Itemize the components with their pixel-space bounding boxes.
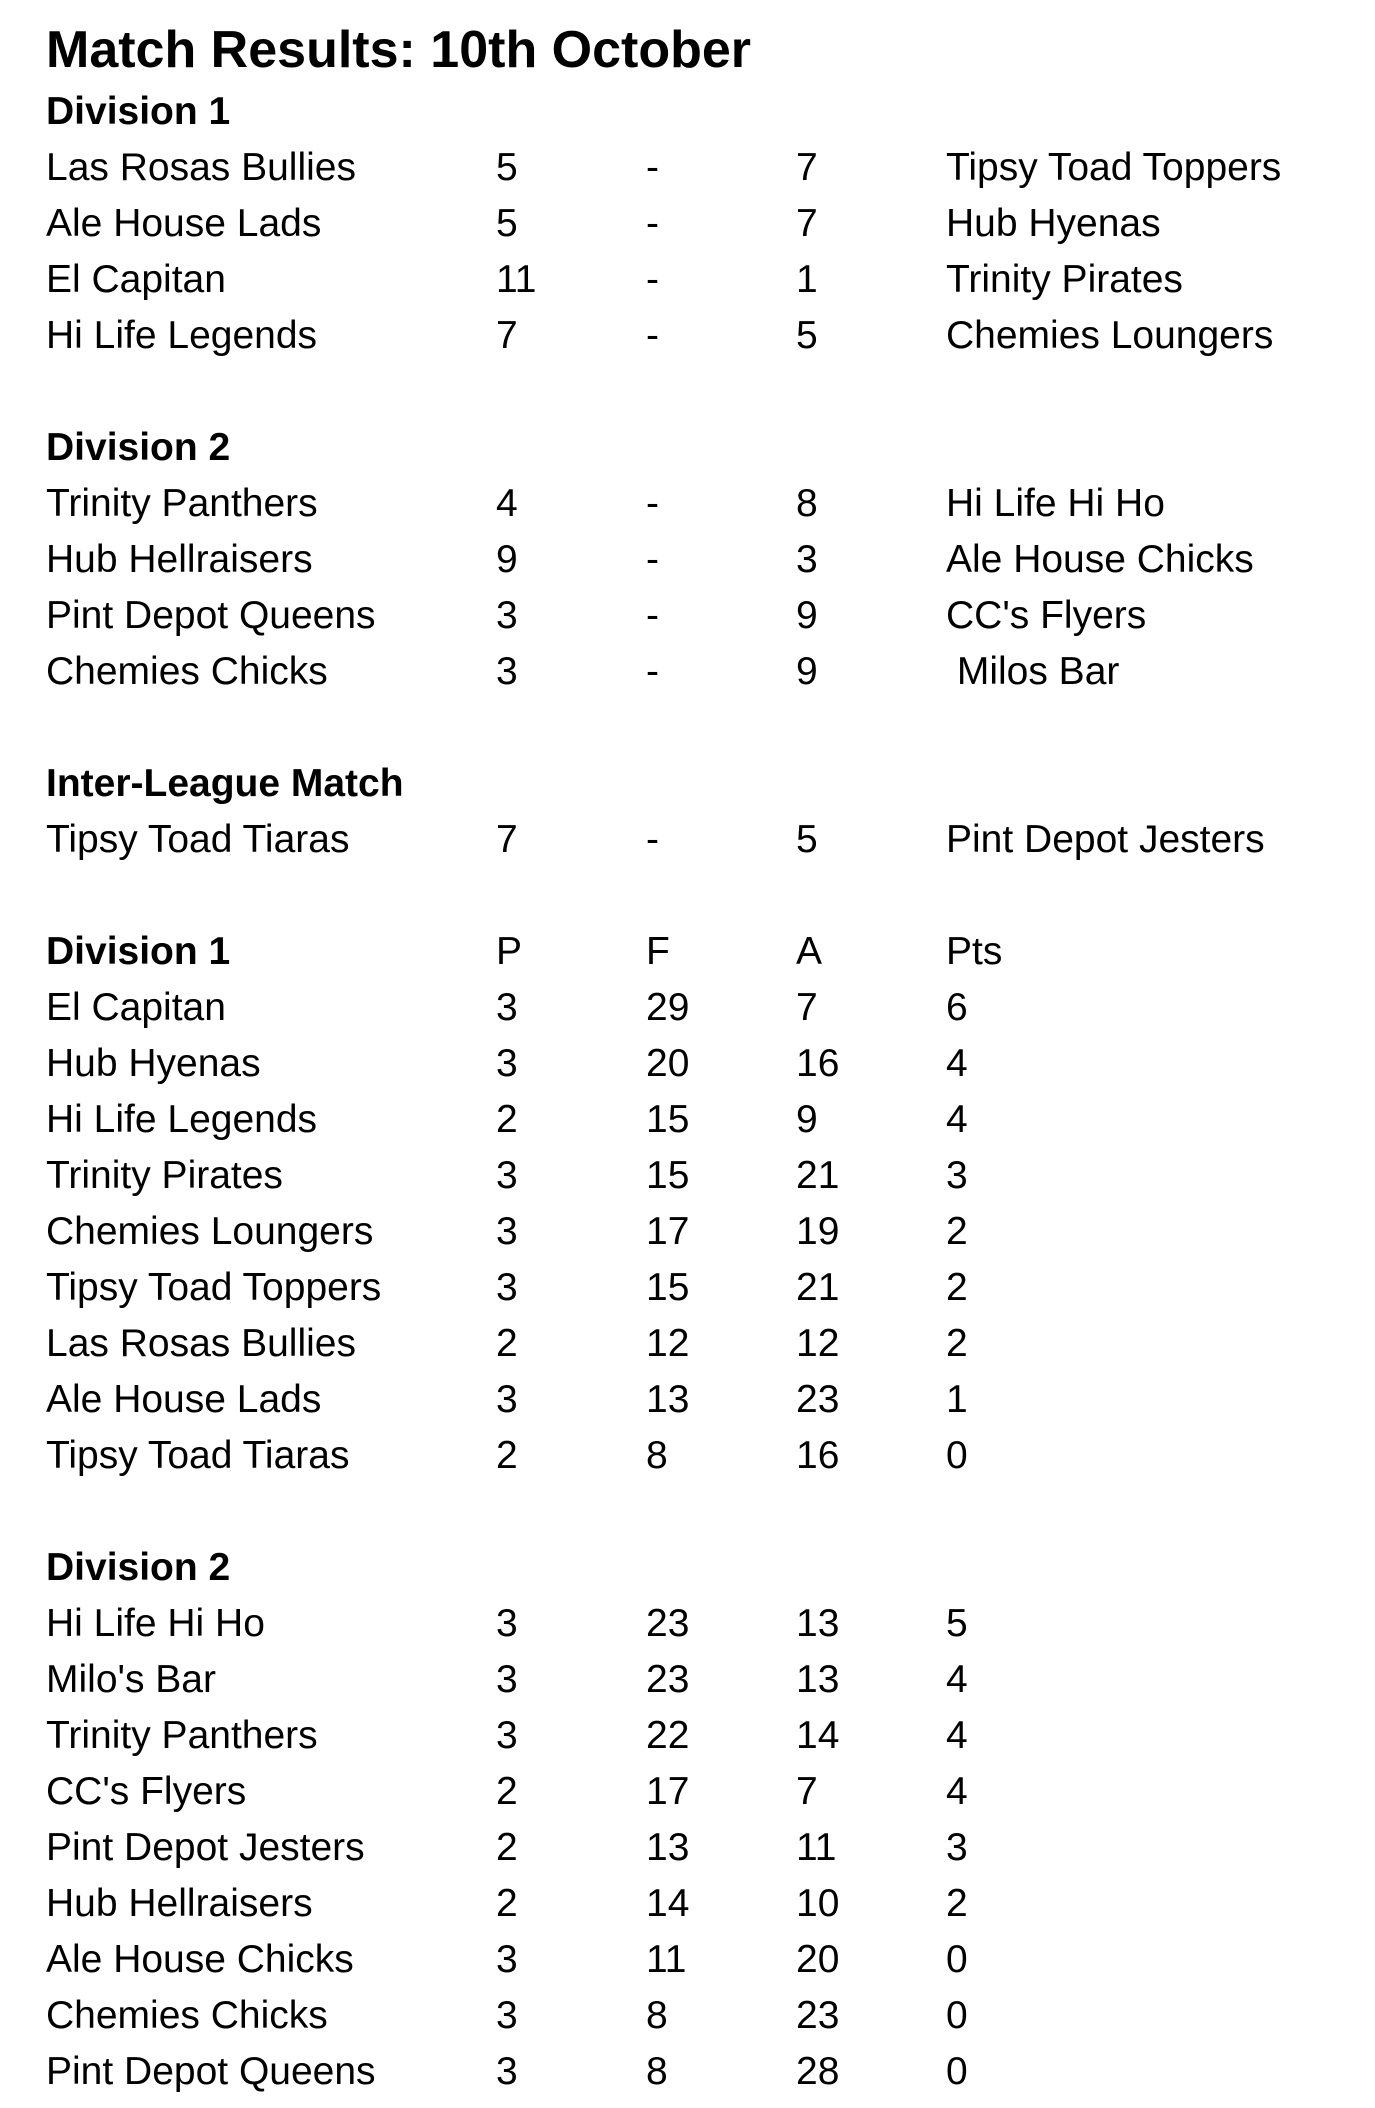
- played: 3: [496, 1602, 518, 1645]
- table-row: [46, 1428, 1346, 1484]
- away-score: 7: [796, 202, 818, 245]
- score-separator: -: [646, 482, 659, 525]
- played: 3: [496, 1994, 518, 2037]
- score-separator: -: [646, 146, 659, 189]
- points: 3: [946, 1826, 968, 1869]
- points: 3: [946, 1154, 968, 1197]
- table-division-1-header: [46, 924, 1346, 980]
- team-name: Trinity Pirates: [46, 1154, 283, 1197]
- against: 21: [796, 1154, 840, 1197]
- against: 13: [796, 1658, 840, 1701]
- away-score: 9: [796, 594, 818, 637]
- played: 2: [496, 1434, 518, 1477]
- points: 6: [946, 986, 968, 1029]
- against: 9: [796, 1098, 818, 1141]
- team-name: Ale House Lads: [46, 1378, 322, 1421]
- team-name: Hi Life Hi Ho: [46, 1602, 265, 1645]
- away-score: 1: [796, 258, 818, 301]
- home-score: 3: [496, 650, 518, 693]
- for: 14: [646, 1882, 690, 1925]
- team-name: Milo's Bar: [46, 1658, 216, 1701]
- column-header-against: A: [796, 930, 823, 973]
- away-team: Milos Bar: [946, 650, 1120, 693]
- section-heading: Inter-League Match: [46, 762, 404, 805]
- played: 3: [496, 1266, 518, 1309]
- against: 23: [796, 1994, 840, 2037]
- spacer: [46, 1484, 1346, 1540]
- table-row: [46, 1876, 1346, 1932]
- against: 12: [796, 1322, 840, 1365]
- team-name: Tipsy Toad Toppers: [46, 1266, 382, 1309]
- for: 17: [646, 1210, 690, 1253]
- for: 13: [646, 1378, 690, 1421]
- for: 15: [646, 1266, 690, 1309]
- points: 4: [946, 1098, 968, 1141]
- home-team: Hi Life Legends: [46, 314, 318, 357]
- for: 11: [646, 1938, 687, 1981]
- document: [46, 16, 1346, 2100]
- page-title: Match Results: 10th October: [46, 21, 752, 79]
- away-score: 5: [796, 818, 818, 861]
- home-score: 3: [496, 594, 518, 637]
- played: 3: [496, 2050, 518, 2093]
- home-score: 11: [496, 258, 537, 301]
- table-row: [46, 1652, 1346, 1708]
- table-row: [46, 1372, 1346, 1428]
- section-heading: Division 1: [46, 90, 231, 133]
- column-header-played: P: [496, 930, 523, 973]
- table-row: [46, 1932, 1346, 1988]
- spacer: [46, 868, 1346, 924]
- results-division-2-heading: [46, 420, 1346, 476]
- interleague-heading: [46, 756, 1346, 812]
- for: 15: [646, 1154, 690, 1197]
- played: 3: [496, 1378, 518, 1421]
- match-row: [46, 812, 1346, 868]
- column-header-points: Pts: [946, 930, 1003, 973]
- table-row: [46, 980, 1346, 1036]
- section-heading: Division 2: [46, 1546, 231, 1589]
- spacer: [46, 364, 1346, 420]
- home-team: El Capitan: [46, 258, 226, 301]
- played: 3: [496, 1210, 518, 1253]
- score-separator: -: [646, 202, 659, 245]
- against: 21: [796, 1266, 840, 1309]
- home-score: 5: [496, 146, 518, 189]
- for: 22: [646, 1714, 690, 1757]
- for: 13: [646, 1826, 690, 1869]
- points: 0: [946, 1434, 968, 1477]
- table-row: [46, 1036, 1346, 1092]
- for: 20: [646, 1042, 690, 1085]
- home-team: Ale House Lads: [46, 202, 322, 245]
- home-team: Tipsy Toad Tiaras: [46, 818, 350, 861]
- home-score: 7: [496, 314, 518, 357]
- home-score: 9: [496, 538, 518, 581]
- table-row: [46, 2044, 1346, 2100]
- points: 0: [946, 1994, 968, 2037]
- points: 2: [946, 1882, 968, 1925]
- results-division-1-heading: [46, 84, 1346, 140]
- against: 7: [796, 986, 818, 1029]
- away-team: Ale House Chicks: [946, 538, 1254, 581]
- section-heading: Division 2: [46, 426, 231, 469]
- home-team: Trinity Panthers: [46, 482, 318, 525]
- against: 19: [796, 1210, 840, 1253]
- against: 16: [796, 1434, 840, 1477]
- section-heading: Division 1: [46, 930, 231, 973]
- played: 2: [496, 1770, 518, 1813]
- for: 8: [646, 1434, 668, 1477]
- team-name: Las Rosas Bullies: [46, 1322, 356, 1365]
- played: 3: [496, 1714, 518, 1757]
- away-team: Hub Hyenas: [946, 202, 1161, 245]
- table-division-2-header: [46, 1540, 1346, 1596]
- home-score: 4: [496, 482, 518, 525]
- score-separator: -: [646, 594, 659, 637]
- home-team: Hub Hellraisers: [46, 538, 313, 581]
- match-row: [46, 476, 1346, 532]
- match-row: [46, 140, 1346, 196]
- score-separator: -: [646, 314, 659, 357]
- table-row: [46, 1148, 1346, 1204]
- match-row: [46, 532, 1346, 588]
- spacer: [46, 700, 1346, 756]
- points: 1: [946, 1378, 968, 1421]
- team-name: Trinity Panthers: [46, 1714, 318, 1757]
- for: 8: [646, 1994, 668, 2037]
- table-row: [46, 1708, 1346, 1764]
- table-row: [46, 1204, 1346, 1260]
- away-team: Tipsy Toad Toppers: [946, 146, 1282, 189]
- away-score: 3: [796, 538, 818, 581]
- played: 2: [496, 1098, 518, 1141]
- away-score: 5: [796, 314, 818, 357]
- points: 2: [946, 1210, 968, 1253]
- match-row: [46, 308, 1346, 364]
- score-separator: -: [646, 258, 659, 301]
- away-team: CC's Flyers: [946, 594, 1147, 637]
- team-name: Hi Life Legends: [46, 1098, 318, 1141]
- away-score: 7: [796, 146, 818, 189]
- away-team: Chemies Loungers: [946, 314, 1274, 357]
- played: 3: [496, 1658, 518, 1701]
- team-name: Pint Depot Queens: [46, 2050, 376, 2093]
- away-team: Trinity Pirates: [946, 258, 1183, 301]
- home-team: Las Rosas Bullies: [46, 146, 356, 189]
- for: 8: [646, 2050, 668, 2093]
- played: 3: [496, 1938, 518, 1981]
- for: 15: [646, 1098, 690, 1141]
- team-name: Tipsy Toad Tiaras: [46, 1434, 350, 1477]
- score-separator: -: [646, 538, 659, 581]
- team-name: Pint Depot Jesters: [46, 1826, 365, 1869]
- against: 10: [796, 1882, 840, 1925]
- against: 7: [796, 1770, 818, 1813]
- away-team: Pint Depot Jesters: [946, 818, 1265, 861]
- table-row: [46, 1988, 1346, 2044]
- played: 2: [496, 1322, 518, 1365]
- points: 4: [946, 1714, 968, 1757]
- for: 17: [646, 1770, 690, 1813]
- against: 11: [796, 1826, 837, 1869]
- team-name: Chemies Loungers: [46, 1210, 374, 1253]
- team-name: Hub Hyenas: [46, 1042, 261, 1085]
- column-header-for: F: [646, 930, 670, 973]
- for: 23: [646, 1602, 690, 1645]
- against: 23: [796, 1378, 840, 1421]
- points: 4: [946, 1658, 968, 1701]
- match-row: [46, 644, 1346, 700]
- home-team: Chemies Chicks: [46, 650, 328, 693]
- points: 5: [946, 1602, 968, 1645]
- played: 2: [496, 1882, 518, 1925]
- against: 14: [796, 1714, 840, 1757]
- score-separator: -: [646, 818, 659, 861]
- table-row: [46, 1764, 1346, 1820]
- team-name: Chemies Chicks: [46, 1994, 328, 2037]
- points: 4: [946, 1042, 968, 1085]
- team-name: CC's Flyers: [46, 1770, 247, 1813]
- score-separator: -: [646, 650, 659, 693]
- table-row: [46, 1820, 1346, 1876]
- team-name: Hub Hellraisers: [46, 1882, 313, 1925]
- team-name: Ale House Chicks: [46, 1938, 354, 1981]
- away-score: 8: [796, 482, 818, 525]
- played: 3: [496, 1042, 518, 1085]
- for: 29: [646, 986, 690, 1029]
- table-row: [46, 1260, 1346, 1316]
- against: 28: [796, 2050, 840, 2093]
- match-row: [46, 196, 1346, 252]
- against: 13: [796, 1602, 840, 1645]
- team-name: El Capitan: [46, 986, 226, 1029]
- for: 12: [646, 1322, 690, 1365]
- table-row: [46, 1316, 1346, 1372]
- played: 3: [496, 1154, 518, 1197]
- points: 0: [946, 1938, 968, 1981]
- against: 20: [796, 1938, 840, 1981]
- home-team: Pint Depot Queens: [46, 594, 376, 637]
- points: 2: [946, 1322, 968, 1365]
- played: 2: [496, 1826, 518, 1869]
- against: 16: [796, 1042, 840, 1085]
- played: 3: [496, 986, 518, 1029]
- away-score: 9: [796, 650, 818, 693]
- match-row: [46, 588, 1346, 644]
- home-score: 5: [496, 202, 518, 245]
- match-row: [46, 252, 1346, 308]
- for: 23: [646, 1658, 690, 1701]
- home-score: 7: [496, 818, 518, 861]
- away-team: Hi Life Hi Ho: [946, 482, 1165, 525]
- table-row: [46, 1596, 1346, 1652]
- points: 2: [946, 1266, 968, 1309]
- points: 4: [946, 1770, 968, 1813]
- table-row: [46, 1092, 1346, 1148]
- points: 0: [946, 2050, 968, 2093]
